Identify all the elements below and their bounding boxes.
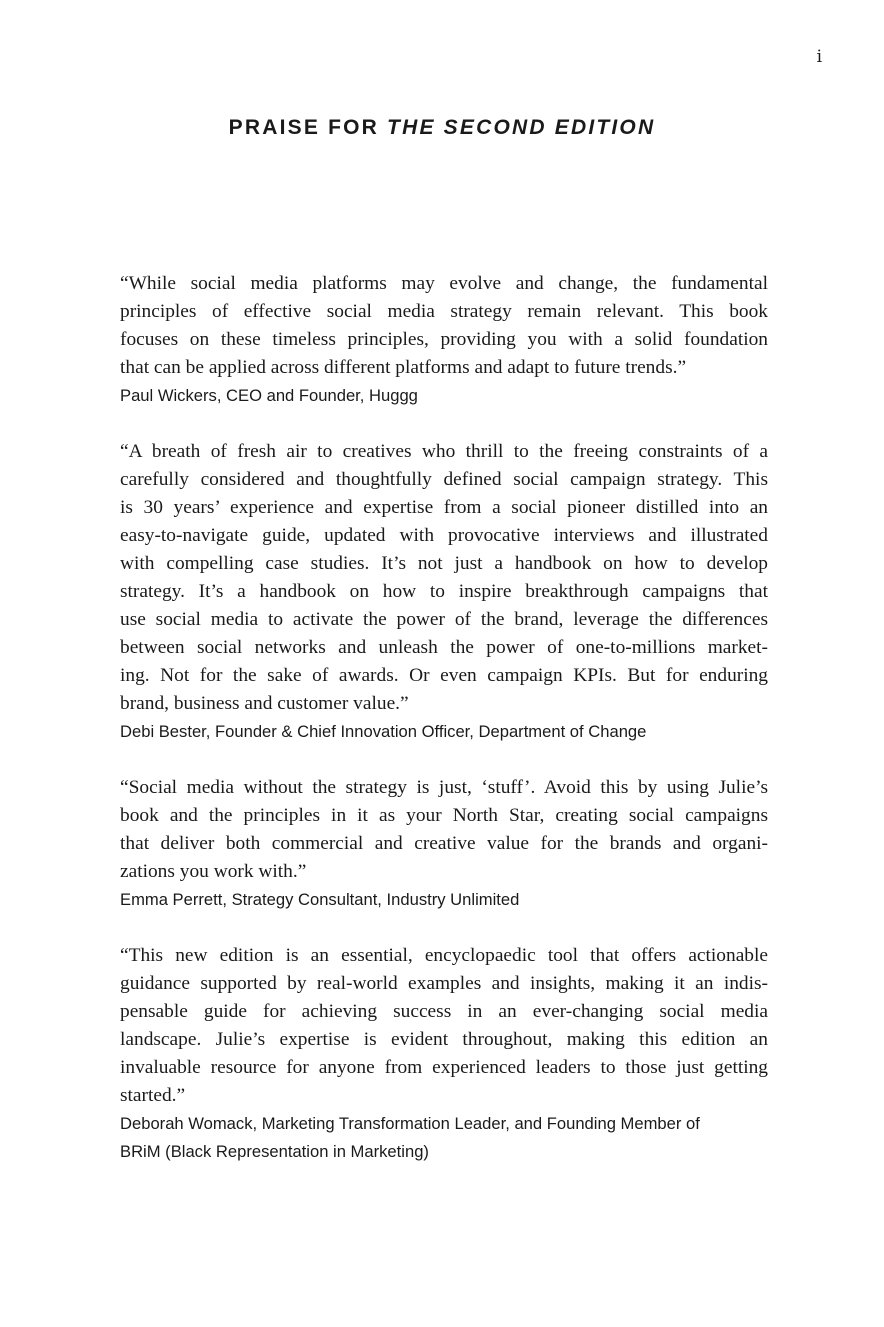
- quote-attribution: [120, 382, 768, 410]
- attribution-line: BRiM (Black Representation in Marketing): [120, 1142, 429, 1161]
- praise-entry: [120, 942, 768, 1166]
- quote-line: invaluable resource for anyone from experienced leaders to those just getting: [120, 1057, 768, 1078]
- quote-line: that deliver both commercial and creative value for the brands and organi-: [120, 833, 768, 854]
- quote-text: [120, 438, 768, 718]
- quote-attribution: [120, 886, 768, 914]
- quote-line: started.”: [120, 1085, 186, 1106]
- quote-line: focuses on these timeless principles, providing you with a solid foundation: [120, 329, 768, 350]
- attribution-line: Emma Perrett, Strategy Consultant, Industry Unlimited: [120, 890, 520, 909]
- praise-quotes: [120, 270, 768, 1194]
- quote-line: between social networks and unleash the power of one-to-millions market-: [120, 637, 768, 658]
- quote-line: is 30 years’ experience and expertise from a social pioneer distilled into an: [120, 497, 768, 518]
- quote-line: zations you work with.”: [120, 861, 307, 882]
- attribution-line: Debi Bester, Founder & Chief Innovation Officer, Department of Change: [120, 722, 647, 741]
- quote-line: “This new edition is an essential, encyclopaedic tool that offers actionable: [120, 945, 768, 966]
- quote-line: “Social media without the strategy is just, ‘stuff’. Avoid this by using Julie’s: [120, 777, 768, 798]
- page-title-prefix: PRAISE FOR: [228, 116, 388, 140]
- quote-text: [120, 774, 768, 886]
- quote-line: brand, business and customer value.”: [120, 693, 409, 714]
- quote-line: pensable guide for achieving success in an ever-changing social media: [120, 1001, 768, 1022]
- quote-attribution: [120, 1110, 768, 1166]
- page-number: i: [816, 47, 822, 67]
- praise-entry: [120, 270, 768, 410]
- quote-line: easy-to-navigate guide, updated with provocative interviews and illustrated: [120, 525, 768, 546]
- attribution-line: Deborah Womack, Marketing Transformation Leader, and Founding Member of: [120, 1114, 700, 1133]
- quote-text: [120, 942, 768, 1110]
- quote-line: landscape. Julie’s expertise is evident throughout, making this edition an: [120, 1029, 768, 1050]
- praise-entry: [120, 774, 768, 914]
- quote-attribution: [120, 718, 768, 746]
- quote-line: book and the principles in it as your North Star, creating social campaigns: [120, 805, 768, 826]
- quote-line: strategy. It’s a handbook on how to inspire breakthrough campaigns that: [120, 581, 768, 602]
- quote-line: principles of effective social media strategy remain relevant. This book: [120, 301, 768, 322]
- quote-line: use social media to activate the power of the brand, leverage the differences: [120, 609, 768, 630]
- page-title-book: THE SECOND EDITION: [387, 116, 656, 140]
- quote-line: carefully considered and thoughtfully defined social campaign strategy. This: [120, 469, 768, 490]
- quote-line: guidance supported by real-world examples and insights, making it an indis-: [120, 973, 768, 994]
- quote-line: “While social media platforms may evolve and change, the fundamental: [120, 273, 768, 294]
- quote-text: [120, 270, 768, 382]
- quote-line: that can be applied across different platforms and adapt to future trends.”: [120, 357, 687, 378]
- quote-line: ing. Not for the sake of awards. Or even campaign KPIs. But for enduring: [120, 665, 768, 686]
- quote-line: with compelling case studies. It’s not just a handbook on how to develop: [120, 553, 768, 574]
- praise-entry: [120, 438, 768, 746]
- attribution-line: Paul Wickers, CEO and Founder, Huggg: [120, 386, 418, 405]
- quote-line: “A breath of fresh air to creatives who thrill to the freeing constraints of a: [120, 441, 768, 462]
- page-title: [0, 114, 884, 142]
